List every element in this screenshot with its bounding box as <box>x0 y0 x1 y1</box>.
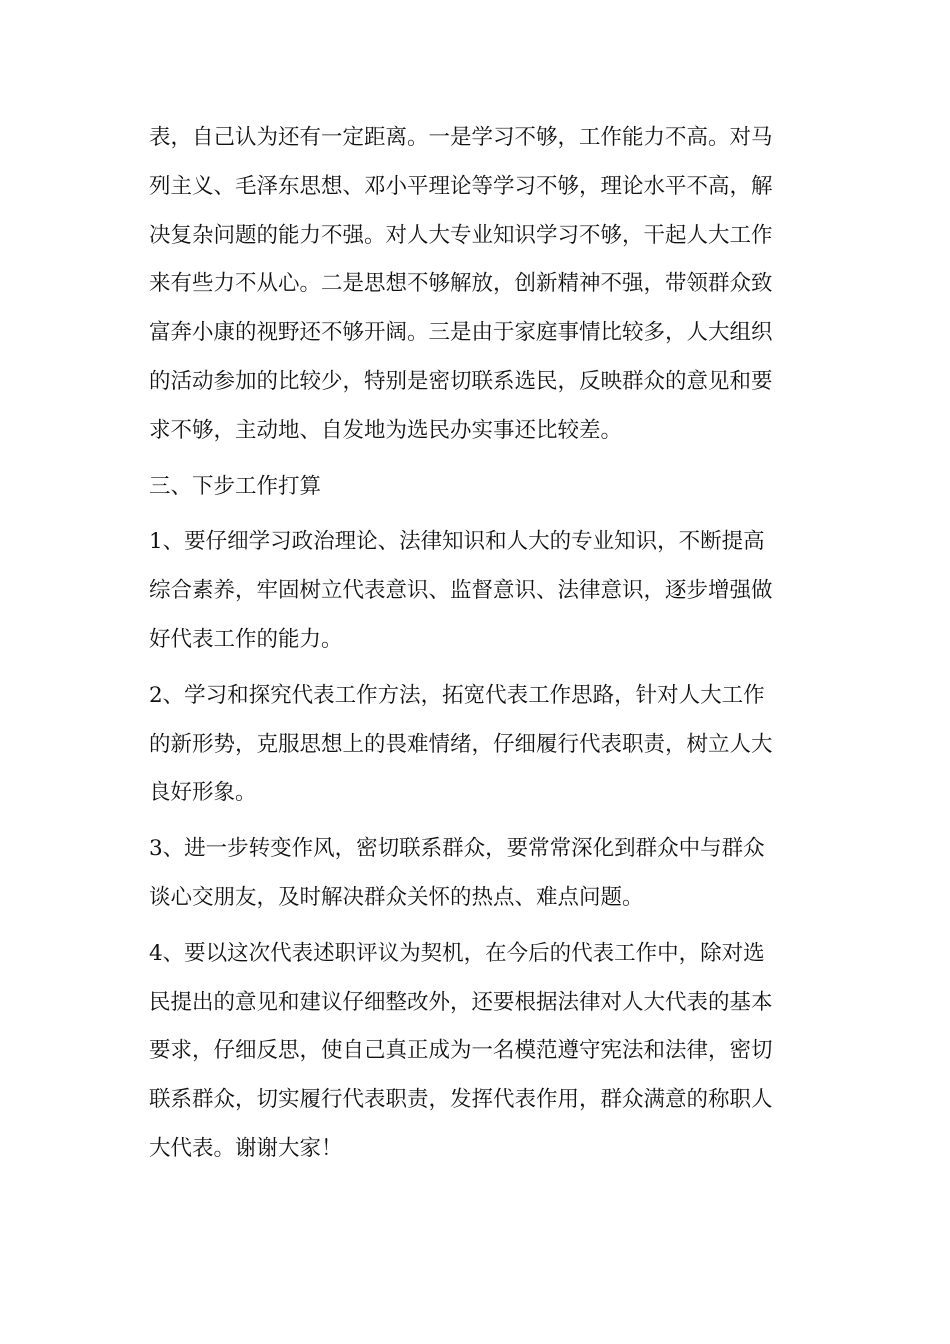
text-line: 良好形象。 <box>149 780 257 806</box>
text-line: 联系群众，切实履行代表职责，发挥代表作用，群众满意的称职人 <box>149 1087 773 1113</box>
text-line: 要求，仔细反思，使自己真正成为一名模范遵守宪法和法律，密切 <box>149 1038 773 1064</box>
plan-item-3 <box>149 825 801 923</box>
text-line: 好代表工作的能力。 <box>149 626 343 652</box>
plan-item-4 <box>149 930 801 1174</box>
paragraph-spacing <box>149 511 801 518</box>
text-line: 列主义、毛泽东思想、邓小平理论等学习不够，理论水平不高，解 <box>149 173 773 199</box>
plan-item-2 <box>149 672 801 818</box>
section-heading-paragraph <box>149 463 801 512</box>
paragraph-spacing <box>149 923 801 930</box>
text-line: 表，自己认为还有一定距离。一是学习不够，工作能力不高。对马 <box>149 125 773 150</box>
plan-item-1 <box>149 518 801 664</box>
text-line: 综合素养，牢固树立代表意识、监督意识、法律意识，逐步增强做 <box>149 578 773 604</box>
text-line: 富奔小康的视野还不够开阔。三是由于家庭事情比较多，人大组织 <box>149 320 773 346</box>
text-line: 来有些力不从心。二是思想不够解放，创新精神不强，带领群众致 <box>149 271 773 297</box>
paragraph-spacing <box>149 456 801 463</box>
text-line: 的新形势，克服思想上的畏难情绪，仔细履行代表职责，树立人大 <box>149 731 773 757</box>
text-line: 的活动参加的比较少，特别是密切联系选民，反映群众的意见和要 <box>149 368 773 394</box>
text-line: 决复杂问题的能力不强。对人大专业知识学习不够，干起人大工作 <box>149 222 773 248</box>
text-line: 求不够，主动地、自发地为选民办实事还比较差。 <box>149 417 623 443</box>
text-line: 3、进一步转变作风，密切联系群众，要常常深化到群众中与群众 <box>149 836 765 862</box>
text-line: 4、要以这次代表述职评议为契机，在今后的代表工作中，除对选 <box>149 940 765 966</box>
document-body <box>149 114 801 1174</box>
paragraph-shortcomings <box>149 114 801 456</box>
text-line: 1、要仔细学习政治理论、法律知识和人大的专业知识，不断提高 <box>149 529 765 555</box>
section-heading: 三、下步工作打算 <box>149 473 322 499</box>
paragraph-spacing <box>149 665 801 672</box>
paragraph-spacing <box>149 818 801 825</box>
text-line: 大代表。谢谢大家！ <box>149 1135 343 1161</box>
text-line: 2、学习和探究代表工作方法，拓宽代表工作思路，针对人大工作 <box>149 682 765 708</box>
text-line: 民提出的意见和建议仔细整改外，还要根据法律对人大代表的基本 <box>149 989 773 1015</box>
text-line: 谈心交朋友，及时解决群众关怀的热点、难点问题。 <box>149 884 644 910</box>
